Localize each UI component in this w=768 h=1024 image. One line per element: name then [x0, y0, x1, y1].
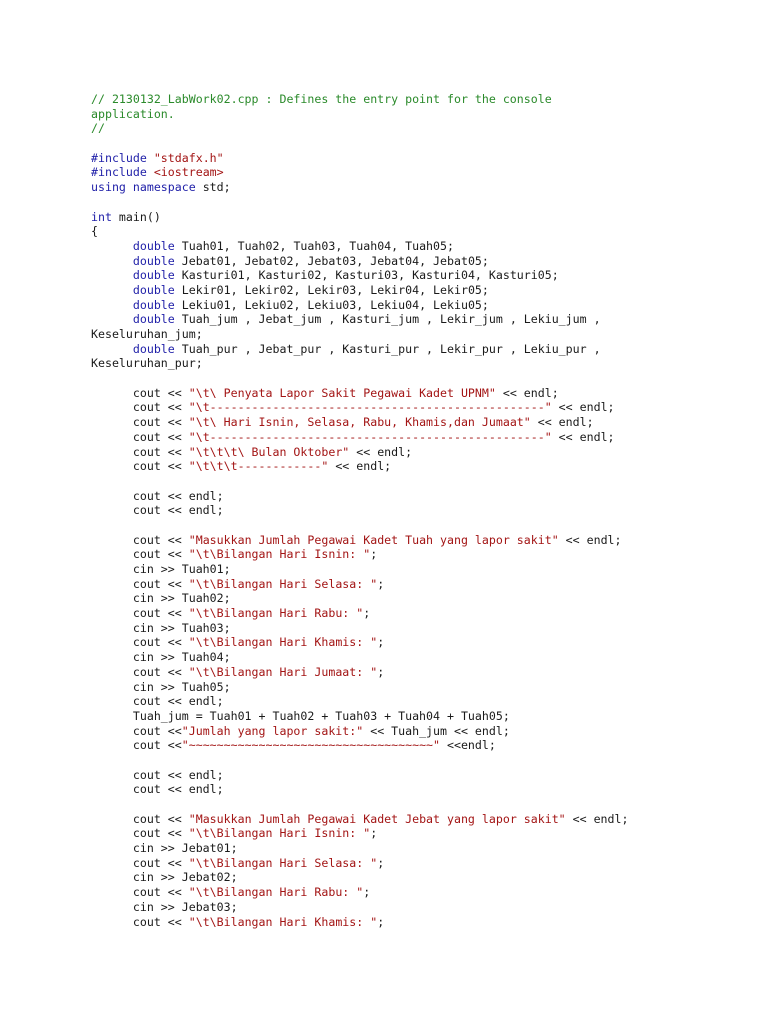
code-token-text: ;	[377, 664, 385, 679]
code-token-string: "\t\ Hari Isnin, Selasa, Rabu, Khamis,dan Jumaat"	[188, 415, 531, 430]
code-line	[91, 165, 751, 180]
code-line	[91, 680, 751, 695]
code-line	[91, 562, 751, 577]
code-token-text: <<endl;	[440, 738, 496, 753]
code-token-text: cin >> Tuah02;	[91, 591, 231, 606]
code-token-text: cout <<	[91, 415, 189, 430]
code-token-text: cin >> Jebat03;	[91, 899, 238, 914]
code-token-text: ;	[377, 914, 385, 929]
code-token-text: Kasturi01, Kasturi02, Kasturi03, Kasturi04, Kasturi05;	[174, 268, 559, 283]
code-token-text: Keseluruhan_jum;	[91, 327, 203, 341]
code-token-text: cout <<	[91, 826, 189, 841]
code-line	[91, 224, 751, 239]
code-line	[91, 136, 751, 151]
code-line	[91, 547, 751, 562]
code-token-text	[91, 283, 133, 297]
code-token-text: cout <<	[91, 723, 182, 738]
code-token-text: cout <<	[91, 547, 189, 562]
code-token-keyword: double	[132, 238, 175, 253]
code-token-text: cout <<	[91, 444, 189, 459]
code-token-text: Tuah_pur , Jebat_pur , Kasturi_pur , Lekir_pur , Lekiu_pur ,	[174, 341, 601, 356]
code-line	[91, 371, 751, 386]
code-token-string: "\t\Bilangan Hari Khamis: "	[188, 635, 378, 650]
code-token-text: ;	[370, 826, 378, 841]
code-line	[91, 738, 751, 753]
code-token-string: "\t\ Penyata Lapor Sakit Pegawai Kadet UPNM"	[188, 385, 496, 400]
code-token-text: cin >> Jebat02;	[91, 870, 238, 885]
code-token-keyword: namespace	[132, 180, 196, 195]
code-token-text: cout <<	[91, 885, 189, 900]
code-token-text: << endl;	[551, 400, 615, 415]
code-token-keyword: double	[132, 253, 175, 268]
code-token-text: cin >> Tuah05;	[91, 679, 231, 694]
code-token-text: Tuah_jum = Tuah01 + Tuah02 + Tuah03 + Tuah04 + Tuah05;	[91, 708, 510, 723]
code-token-text: cout <<	[91, 576, 189, 591]
code-token-text: cin >> Tuah01;	[91, 562, 231, 576]
code-line	[91, 782, 751, 797]
code-line	[91, 400, 751, 415]
code-token-text: Tuah_jum , Jebat_jum , Kasturi_jum , Lekir_jum , Lekiu_jum ,	[174, 312, 601, 327]
code-line	[91, 870, 751, 885]
code-token-comment: //	[91, 121, 105, 136]
code-line	[91, 489, 751, 504]
code-token-text: Jebat01, Jebat02, Jebat03, Jebat04, Jebat05;	[174, 253, 489, 268]
code-token-text: cout << endl;	[91, 488, 224, 503]
code-token-text	[91, 239, 133, 253]
code-token-text: cout <<	[91, 606, 189, 621]
code-token-keyword: double	[132, 297, 175, 312]
code-line	[91, 386, 751, 401]
code-token-text: cout <<	[91, 459, 189, 474]
code-line	[91, 92, 751, 107]
code-token-text	[91, 298, 133, 312]
code-line	[91, 474, 751, 489]
code-line	[91, 107, 751, 122]
code-line	[91, 577, 751, 592]
code-token-string: "\t------------------------------------------------"	[188, 429, 552, 444]
code-line	[91, 915, 751, 930]
source-code-listing	[91, 92, 751, 929]
code-token-text: std;	[195, 180, 231, 195]
code-line	[91, 841, 751, 856]
code-token-string: "\t\Bilangan Hari Rabu: "	[188, 885, 364, 900]
code-token-text: cout << endl;	[91, 782, 224, 797]
code-token-text: ;	[377, 635, 385, 650]
code-line	[91, 753, 751, 768]
code-token-text: cout << endl;	[91, 694, 224, 709]
code-line	[91, 459, 751, 474]
code-line	[91, 268, 751, 283]
code-token-text: << endl;	[328, 459, 392, 474]
code-line	[91, 606, 751, 621]
code-line	[91, 415, 751, 430]
code-token-string: "\t\Bilangan Hari Khamis: "	[188, 914, 378, 929]
code-token-text: << endl;	[565, 811, 629, 826]
code-token-string: "Jumlah yang lapor sakit:"	[181, 723, 364, 738]
code-line	[91, 724, 751, 739]
code-token-preproc: #include	[91, 150, 154, 165]
code-line	[91, 254, 751, 269]
code-token-text: cin >> Tuah03;	[91, 620, 231, 635]
code-token-text: << endl;	[349, 444, 413, 459]
code-token-string: "stdafx.h"	[153, 150, 224, 165]
code-line	[91, 210, 751, 225]
code-token-text	[126, 180, 133, 194]
code-token-text: Keseluruhan_pur;	[91, 356, 203, 371]
code-line	[91, 621, 751, 636]
code-token-text: cout <<	[91, 914, 189, 929]
code-token-preproc: #include	[91, 165, 154, 180]
code-token-text: ;	[377, 855, 385, 870]
code-token-text: cin >> Tuah04;	[91, 650, 231, 665]
code-line	[91, 151, 751, 166]
code-line	[91, 312, 751, 327]
code-token-string: "\t------------------------------------------------"	[188, 400, 552, 415]
code-token-text: << endl;	[551, 429, 615, 444]
code-line	[91, 180, 751, 195]
code-token-text	[91, 312, 133, 326]
code-token-keyword: double	[132, 341, 175, 356]
code-token-text: << endl;	[530, 415, 594, 430]
code-line	[91, 518, 751, 533]
code-token-text: cout <<	[91, 429, 189, 444]
code-token-text: cin >> Jebat01;	[91, 841, 238, 856]
code-line	[91, 121, 751, 136]
code-line	[91, 342, 751, 357]
code-token-string: "~~~~~~~~~~~~~~~~~~~~~~~~~~~~~~~~~~~"	[181, 738, 441, 753]
code-token-keyword: int	[91, 209, 112, 224]
code-token-text: << endl;	[495, 385, 559, 400]
code-line	[91, 812, 751, 827]
code-token-text: Tuah01, Tuah02, Tuah03, Tuah04, Tuah05;	[174, 238, 454, 253]
code-token-keyword: double	[132, 282, 175, 297]
code-token-text: Lekir01, Lekir02, Lekir03, Lekir04, Lekir05;	[174, 282, 489, 297]
code-token-text: ;	[377, 576, 385, 591]
code-token-string: "\t\Bilangan Hari Isnin: "	[188, 547, 371, 562]
code-token-text: cout <<	[91, 664, 189, 679]
code-token-string: <iostream>	[153, 165, 224, 180]
code-token-keyword: double	[132, 312, 175, 327]
code-token-text	[91, 342, 133, 356]
code-token-string: "Masukkan Jumlah Pegawai Kadet Jebat yang lapor sakit"	[188, 811, 566, 826]
code-token-string: "\t\t\t\ Bulan Oktober"	[188, 444, 350, 459]
code-token-string: "\t\Bilangan Hari Rabu: "	[188, 606, 364, 621]
code-token-text: cout <<	[91, 811, 189, 826]
code-line	[91, 356, 751, 371]
code-line	[91, 327, 751, 342]
code-line	[91, 533, 751, 548]
code-line	[91, 445, 751, 460]
code-token-text: << endl;	[558, 532, 622, 547]
code-token-text: Lekiu01, Lekiu02, Lekiu03, Lekiu04, Lekiu05;	[174, 297, 489, 312]
code-line	[91, 239, 751, 254]
code-token-text	[91, 254, 133, 268]
code-line	[91, 694, 751, 709]
code-token-keyword: double	[132, 268, 175, 283]
code-token-text: ;	[370, 547, 378, 562]
code-line	[91, 591, 751, 606]
code-token-text: cout <<	[91, 635, 189, 650]
code-line	[91, 797, 751, 812]
code-line	[91, 283, 751, 298]
code-line	[91, 856, 751, 871]
code-token-string: "\t\Bilangan Hari Jumaat: "	[188, 664, 378, 679]
code-token-text: {	[91, 224, 98, 239]
code-line	[91, 768, 751, 783]
code-token-text: cout <<	[91, 855, 189, 870]
code-token-string: "\t\Bilangan Hari Isnin: "	[188, 826, 371, 841]
code-token-text: cout <<	[91, 385, 189, 400]
code-token-string: "\t\t\t------------"	[188, 459, 329, 474]
code-line	[91, 195, 751, 210]
code-line	[91, 709, 751, 724]
code-token-text: << Tuah_jum << endl;	[363, 723, 510, 738]
code-token-text: main()	[111, 209, 161, 224]
code-line	[91, 826, 751, 841]
code-token-string: "\t\Bilangan Hari Selasa: "	[188, 855, 378, 870]
code-token-keyword: using	[91, 180, 126, 195]
code-token-text	[91, 268, 133, 282]
code-line	[91, 298, 751, 313]
code-line	[91, 650, 751, 665]
code-token-string: "\t\Bilangan Hari Selasa: "	[188, 576, 378, 591]
code-line	[91, 900, 751, 915]
code-token-text: cout << endl;	[91, 767, 224, 782]
code-token-string: "Masukkan Jumlah Pegawai Kadet Tuah yang lapor sakit"	[188, 532, 559, 547]
code-line	[91, 503, 751, 518]
code-token-text: cout <<	[91, 738, 182, 753]
code-token-text: ;	[363, 885, 371, 900]
code-line	[91, 665, 751, 680]
code-line	[91, 885, 751, 900]
code-token-text: cout << endl;	[91, 503, 224, 518]
code-token-text: cout <<	[91, 532, 189, 547]
code-token-text: cout <<	[91, 400, 189, 415]
code-line	[91, 635, 751, 650]
code-line	[91, 430, 751, 445]
code-token-comment: // 2130132_LabWork02.cpp : Defines the entry point for the console	[91, 92, 552, 106]
code-token-comment: application.	[91, 106, 175, 121]
code-token-text: ;	[363, 606, 371, 621]
